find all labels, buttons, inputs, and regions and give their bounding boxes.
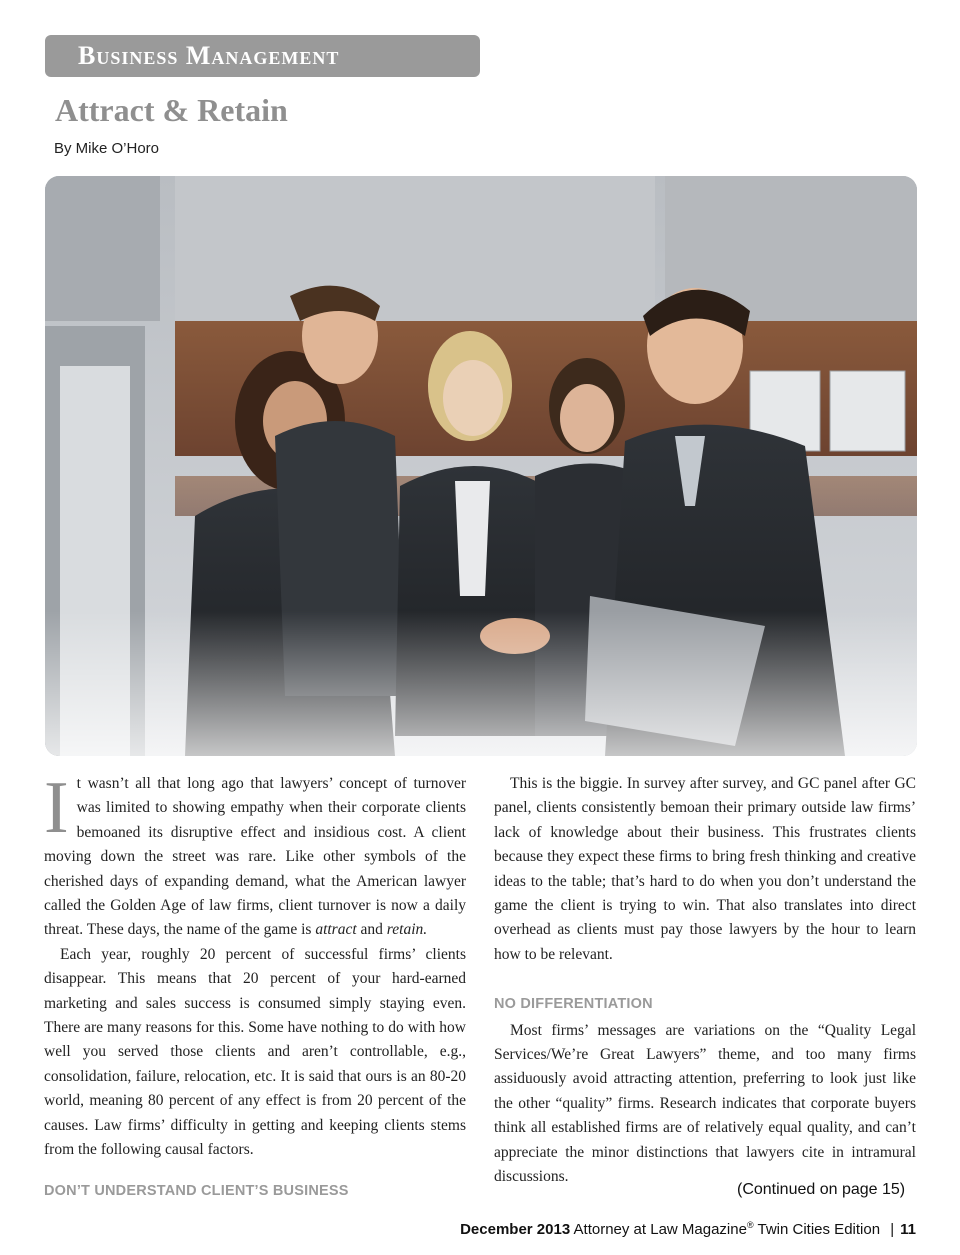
- body-paragraph: Most firms’ messages are variations on the “Quality Legal Services/We’re Great Lawyers” theme, and too many firms assiduously avoid attracting attention, preferring to look just like the other “quality” firms. Research indicates that corporate buyers think all established firms are of relatively equal quality, and can’t appreciate the minor distinctions that lawyers cite in intramural discussions.: [494, 1021, 916, 1186]
- footer-separator: |: [890, 1221, 895, 1238]
- body-text: and: [356, 921, 387, 939]
- emphasis-text: retain.: [386, 921, 428, 939]
- body-paragraph: Each year, roughly 20 percent of successful firms’ clients disappear. This means that 20 percent of your hard-earned marketing and sales success is consumed simply staying even. There are many reasons for this. Some have nothing to do with how well you served those clients and aren’t controllable, e.g., consolidation, failure, relocation, etc. It is said that ours is an 80-20 world, meaning 80 percent of any effect is from 20 percent of the causes. Law firms’ difficulty in getting and keeping clients stems from the following causal factors.: [44, 945, 466, 1159]
- footer-publication: Attorney at Law Magazine: [573, 1221, 747, 1238]
- page-footer: [460, 1220, 916, 1238]
- article-title: Attract & Retain: [55, 92, 288, 128]
- subhead-client-business: DON’T UNDERSTAND CLIENT’S BUSINESS: [44, 1183, 349, 1199]
- body-paragraph: [44, 767, 466, 943]
- section-header: Business Management: [45, 35, 480, 77]
- registered-mark: ®: [746, 1220, 754, 1230]
- subhead-no-differentiation: NO DIFFERENTIATION: [494, 996, 653, 1013]
- business-handshake-photo: [45, 176, 917, 756]
- footer-date: December 2013: [460, 1221, 571, 1238]
- footer-edition: Twin Cities Edition: [757, 1221, 881, 1238]
- left-column: [44, 767, 466, 1163]
- right-column: [494, 772, 916, 1190]
- body-text: t wasn’t all that long ago that lawyers’ concept of turnover was limited to showing empathy when their corporate clients bemoaned its disruptive effect and insidious cost. A client moving down the street was rare. Like other symbols of the cherished days of expanding demand, what the American lawyer called the Golden Age of law firms, client turnover is now a daily threat. These days, the name of the game is: [44, 775, 466, 939]
- article-byline: By Mike O’Horo: [54, 140, 160, 157]
- continued-link[interactable]: (Continued on page 15): [737, 1181, 906, 1198]
- drop-cap: I: [44, 767, 69, 849]
- page-number: 11: [900, 1221, 916, 1238]
- emphasis-text: attract: [315, 921, 357, 939]
- body-paragraph: This is the biggie. In survey after survey, and GC panel after GC panel, clients consistently bemoan their primary outside law firms’ lack of knowledge about their business. This frustrates clients because they expect these firms to bring fresh thinking and creative ideas to the table; that’s hard to do when you don’t understand the game the client is trying to win. That also translates into direct overhead as clients must pay those lawyers by the hour to learn how to be relevant.: [494, 775, 916, 963]
